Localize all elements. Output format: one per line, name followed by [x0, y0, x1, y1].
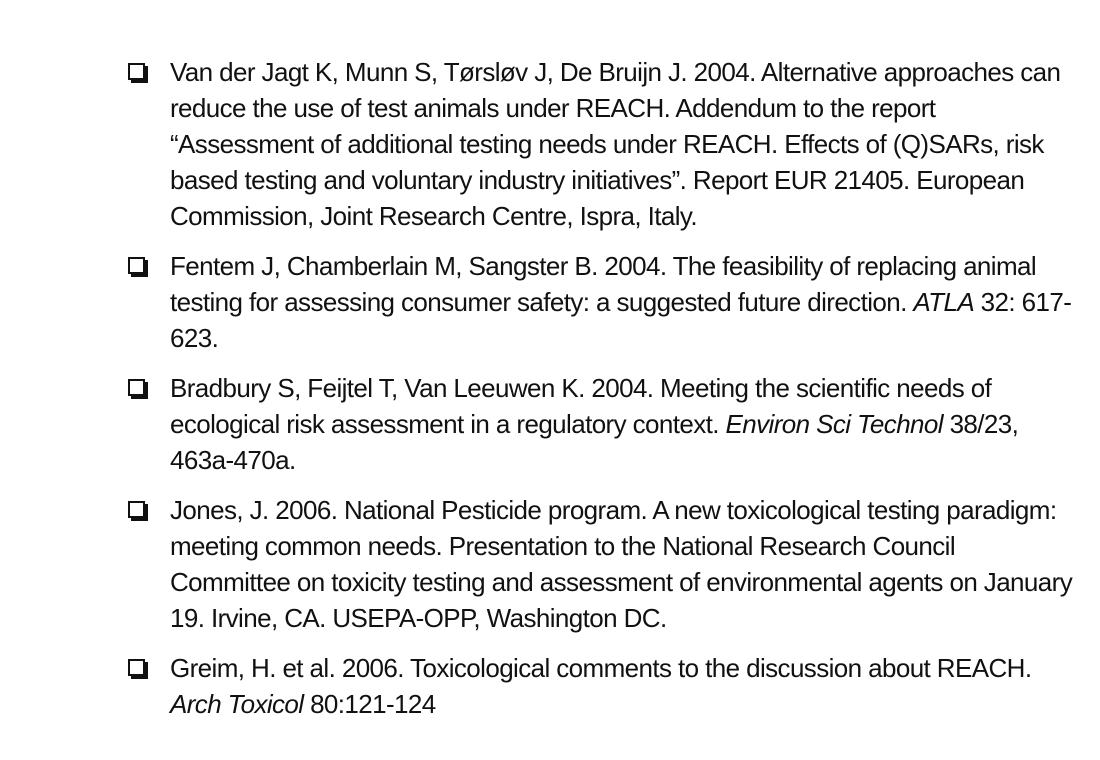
- checkbox-bullet-icon: [128, 659, 145, 676]
- reference-volume: 80:121-124: [303, 689, 436, 719]
- reference-journal: Arch Toxicol: [170, 689, 304, 719]
- reference-item: [124, 650, 1074, 722]
- reference-text: [170, 653, 1031, 719]
- reference-item: [124, 492, 1074, 636]
- reference-text: [170, 495, 1072, 633]
- reference-item: [124, 370, 1074, 478]
- reference-volume: 32: 617-623.: [170, 287, 1072, 353]
- reference-volume: 38/23, 463a-470a.: [170, 409, 1019, 475]
- reference-list: [124, 54, 1074, 736]
- reference-citation: Fentem J, Chamberlain M, Sangster B. 2004. The feasibility of replacing animal testing for assessing consumer safety: a suggested future direction.: [170, 251, 1037, 317]
- reference-text: [170, 251, 1071, 353]
- reference-citation: Bradbury S, Feijtel T, Van Leeuwen K. 2004. Meeting the scientific needs of ecological risk assessment in a regulatory context.: [170, 373, 992, 439]
- reference-text: [170, 373, 1018, 475]
- reference-text: [170, 57, 1060, 231]
- reference-item: [124, 248, 1074, 356]
- reference-journal: Environ Sci Technol: [725, 409, 943, 439]
- checkbox-bullet-icon: [128, 501, 145, 518]
- reference-citation: Van der Jagt K, Munn S, Tørsløv J, De Bruijn J. 2004. Alternative approaches can reduce the use of test animals under REACH. Addendum to the report “Assessment of additional testing needs under REACH. Effects of (Q)SARs, risk based testing and voluntary industry initiatives”. Report EUR 21405. European Commission, Joint Research Centre, Ispra, Italy.: [170, 57, 1061, 231]
- reference-citation: Jones, J. 2006. National Pesticide program. A new toxicological testing paradigm: meeting common needs. Presentation to the National Research Council Committee on toxicity testing and assessment of environmental agents on January 19. Irvine, CA. USEPA-OPP, Washington DC.: [170, 495, 1073, 633]
- checkbox-bullet-icon: [128, 379, 145, 396]
- checkbox-bullet-icon: [128, 63, 145, 80]
- reference-item: [124, 54, 1074, 234]
- reference-journal: ATLA: [913, 287, 975, 317]
- reference-citation: Greim, H. et al. 2006. Toxicological comments to the discussion about REACH.: [170, 653, 1032, 683]
- checkbox-bullet-icon: [128, 257, 145, 274]
